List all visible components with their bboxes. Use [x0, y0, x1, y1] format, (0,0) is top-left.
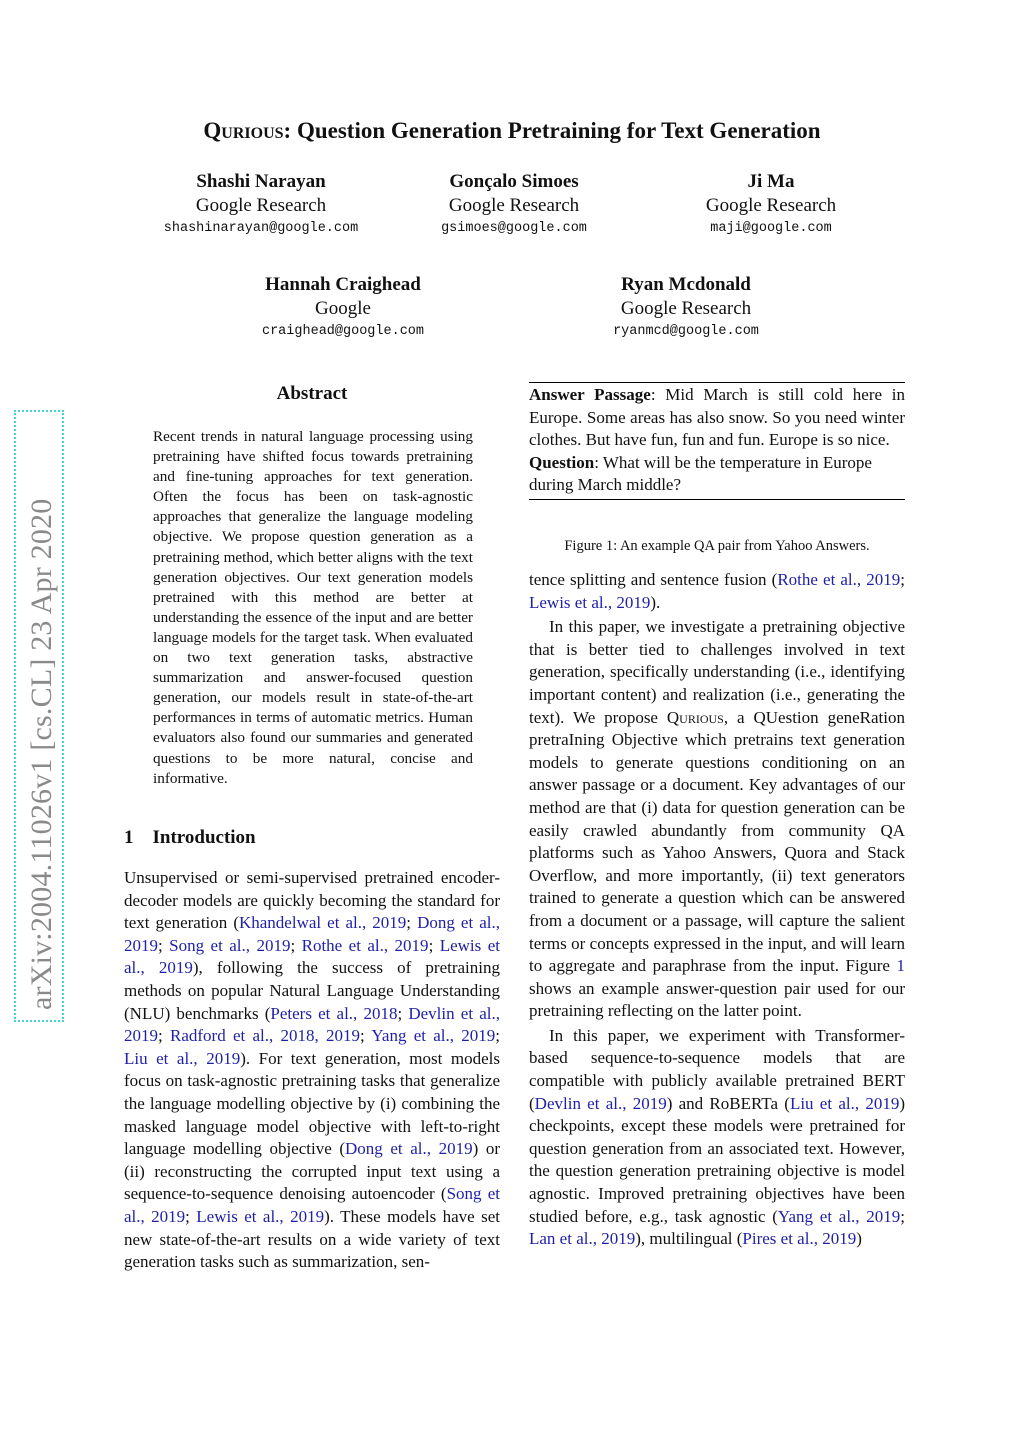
- text-run: ;: [290, 935, 302, 955]
- section-heading: 1 Introduction: [124, 827, 256, 848]
- intro-paragraph: [124, 867, 500, 1274]
- author-block: [364, 170, 664, 240]
- author-block: [621, 170, 921, 240]
- paragraph: [529, 616, 905, 1023]
- abstract-text: Recent trends in natural language processing using pretraining have shifted focus towards pretraining and fine-tuning approaches for text generation. Often the focus has been on task-agnostic approaches that generalize the language modeling objective. We propose question generation as a pretraining method, which better aligns with the text generation objectives. Our text generation models pretrained with this method are better at understanding the essence of the input and are better language models for the target task. When evaluated on two text generation tasks, abstractive summarization and answer-focused question generation, our models result in state-of-the-art performances in terms of automatic metrics. Human evaluators also found our summaries and generated questions to be more natural, concise and informative.: [153, 428, 473, 787]
- text-run: ) checkpoints, except these models were pretrained for question generation from an associated text. However, the question generation pretraining objective is model agnostic. Improved pretraining objectives have been studied before, e.g., task agnostic (: [529, 1093, 905, 1226]
- text-run: ). These models have set new state-of-the-art results on a wide variety of text generation tasks such as summarization, sen-: [124, 1206, 500, 1272]
- text-run: Unsupervised or semi-supervised pretrained encoder-decoder models are quickly becoming the standard for text generation (: [124, 868, 500, 933]
- author-affiliation: Google Research: [195, 195, 327, 216]
- text-run: ) or (ii) reconstructing the corrupted input text using a sequence-to-sequence denoising autoencoder (: [124, 1139, 500, 1204]
- citation-link[interactable]: Pires et al., 2019: [742, 1229, 857, 1249]
- citation-link[interactable]: Lewis et al., 2019: [124, 935, 500, 978]
- author-email[interactable]: maji@google.com: [710, 221, 832, 236]
- citation-link[interactable]: Devlin et al., 2019: [124, 1003, 500, 1046]
- text-run: , a QUestion geneRation pretraIning Objective which pretrains text generation models to generate questions conditioning on an answer passage or a document. Key advantages of our method are that (i) data for question generation can be easily crawled abundantly from community QA platforms such as Yahoo Answers, Quora and Stack Overflow, and more importantly, (ii) text generators trained to generate a question which can be answered from a document or a passage, will capture the salient terms or concepts expressed in the input, and will learn to aggregate and paraphrase from the input. Figure: [529, 707, 905, 976]
- citation-link[interactable]: Radford et al., 2018, 2019: [169, 1026, 360, 1046]
- text-run: ;: [406, 913, 418, 933]
- text-run: tence splitting and sentence fusion (: [529, 570, 778, 589]
- author-affiliation: Google Research: [448, 195, 580, 216]
- text-run: ).: [650, 592, 661, 612]
- text-run: shows an example answer-question pair used for our pretraining reflecting on the latter point.: [529, 978, 905, 1021]
- text-run: ;: [158, 1026, 170, 1046]
- arxiv-stamp: arXiv:2004.11026v1 [cs.CL] 23 Apr 2020: [25, 498, 58, 1010]
- paragraph-continuation: [529, 569, 905, 614]
- question-block: [529, 452, 905, 497]
- paper-title: [0, 118, 1024, 144]
- text-run: ;: [900, 1206, 905, 1226]
- author-email[interactable]: craighead@google.com: [261, 324, 425, 339]
- figure-ref-link[interactable]: 1: [896, 956, 905, 976]
- text-run: ;: [360, 1026, 372, 1046]
- answer-label: Answer Passage: [529, 385, 651, 404]
- citation-link[interactable]: Yang et al., 2019: [371, 1026, 496, 1046]
- author-name: Hannah Craighead: [265, 274, 421, 295]
- answer-passage: [529, 384, 905, 452]
- citation-link[interactable]: Song et al., 2019: [169, 935, 291, 955]
- citation-link[interactable]: Rothe et al., 2019: [777, 570, 901, 589]
- citation-link[interactable]: Rothe et al., 2019: [301, 935, 429, 955]
- author-name: Shashi Narayan: [196, 171, 326, 192]
- citation-link[interactable]: Yang et al., 2019: [777, 1206, 901, 1226]
- citation-link[interactable]: Dong et al., 2019: [345, 1139, 473, 1159]
- text-run: In this paper, we experiment with Transformer-based sequence-to-sequence models that are compatible with publicly available pretrained BERT (: [529, 1025, 905, 1113]
- citation-link[interactable]: Liu et al., 2019: [124, 1048, 241, 1068]
- author-email[interactable]: ryanmcd@google.com: [613, 324, 759, 339]
- citation-link[interactable]: Lewis et al., 2019: [529, 592, 651, 612]
- figure-bottom-rule: [529, 499, 905, 500]
- author-affiliation: Google Research: [620, 298, 752, 319]
- author-block: [193, 273, 493, 343]
- paper-title-system-name: Qurious: [203, 118, 284, 143]
- citation-link[interactable]: Lewis et al., 2019: [196, 1206, 325, 1226]
- author-affiliation: Google: [315, 298, 371, 319]
- text-run: ;: [185, 1206, 197, 1226]
- citation-link[interactable]: Peters et al., 2018: [270, 1003, 398, 1023]
- answer-text: : Mid March is still cold here in Europe. Some areas has also snow. So you need winter clothes. But have fun, fun and fun. Europe is so nice.: [529, 385, 905, 450]
- text-run: ) and RoBERTa (: [666, 1093, 790, 1113]
- abstract-heading: Abstract: [276, 383, 348, 404]
- text-run: ;: [428, 935, 440, 955]
- citation-link[interactable]: Khandelwal et al., 2019: [238, 913, 407, 933]
- author-affiliation: Google Research: [705, 195, 837, 216]
- author-name: Ji Ma: [747, 171, 795, 192]
- text-run: ;: [495, 1026, 501, 1046]
- paragraph: [529, 1025, 905, 1251]
- text-run: ;: [158, 935, 170, 955]
- text-run: ), following the success of pretraining methods on popular Natural Language Understanding (NLU) benchmarks (: [124, 958, 500, 1023]
- author-block: [536, 273, 836, 343]
- figure-body: [529, 383, 905, 499]
- intro-left-column: [124, 867, 500, 1274]
- question-text: : What will be the temperature in Europe during March middle?: [529, 452, 872, 495]
- text-run: In this paper, we investigate a pretraining objective that is better tied to challenges involved in text generation, specifically understanding (i.e., identifying important content) and realization (i.e., generating the text). We propose: [529, 617, 905, 727]
- paper-title-rest: : Question Generation Pretraining for Text Generation: [283, 118, 821, 143]
- citation-link[interactable]: Song et al., 2019: [124, 1184, 500, 1226]
- text-run: ): [856, 1229, 862, 1249]
- text-run: ;: [397, 1003, 409, 1023]
- figure-caption: Figure 1: An example QA pair from Yahoo Answers.: [564, 538, 870, 554]
- author-email[interactable]: gsimoes@google.com: [441, 221, 587, 236]
- author-name: Gonçalo Simoes: [449, 171, 579, 192]
- citation-link[interactable]: Lan et al., 2019: [529, 1229, 636, 1249]
- citation-link[interactable]: Liu et al., 2019: [789, 1093, 900, 1113]
- intro-right-column: [529, 569, 905, 1251]
- text-run: ), multilingual (: [635, 1229, 743, 1249]
- citation-link[interactable]: Devlin et al., 2019: [534, 1093, 667, 1113]
- text-run: ). For text generation, most models focus on task-agnostic pretraining tasks that generalize the language modelling objective by (i) combining the masked language model objective with left-to-right language modelling objective (: [124, 1048, 500, 1159]
- question-label: Question: [529, 452, 595, 472]
- author-email[interactable]: shashinarayan@google.com: [163, 221, 359, 236]
- figure-1: [529, 382, 905, 500]
- citation-link[interactable]: Dong et al., 2019: [124, 913, 500, 955]
- system-name: Qurious: [666, 707, 724, 727]
- text-run: ;: [900, 570, 905, 589]
- author-name: Ryan Mcdonald: [621, 274, 751, 295]
